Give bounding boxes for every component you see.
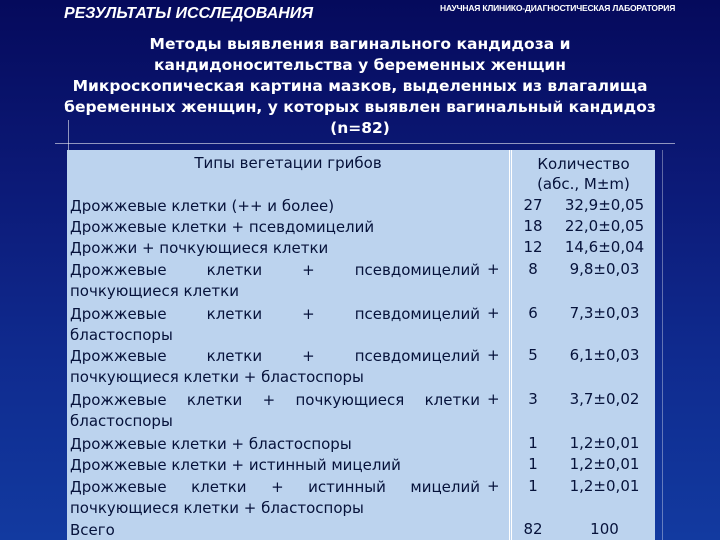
table-row-percent: 6,1±0,03 <box>569 346 640 364</box>
total-label: Всего <box>70 521 115 539</box>
table-row-count: 1 <box>528 434 538 452</box>
total-percent: 100 <box>590 520 619 538</box>
table-row-count: 27 <box>523 196 543 214</box>
table-row-percent: 14,6±0,04 <box>564 238 645 256</box>
table-row-type: Дрожжевые клетки + бластоспоры <box>70 435 352 453</box>
table-row-type-cont: почкующиеся клетки + бластоспоры <box>70 368 364 386</box>
table-row-percent: 9,8±0,03 <box>569 260 640 278</box>
subtitle-line-4: беременных женщин, у которых выявлен вагинальный кандидоз <box>64 98 656 116</box>
table-row-count: 12 <box>523 238 543 256</box>
table-row-type: Дрожжевые клетки (++ и более) <box>70 197 335 215</box>
table-row-type: Дрожжевые клетки + псевдомицелий <box>70 347 480 365</box>
header-type: Типы вегетации грибов <box>194 154 382 172</box>
table-row-count: 8 <box>528 260 538 278</box>
table-row-count: 1 <box>528 477 538 495</box>
table-row-plus: + <box>487 304 500 322</box>
table-row-plus: + <box>487 260 500 278</box>
table-row-percent: 22,0±0,05 <box>564 217 645 235</box>
table-row-type: Дрожжевые клетки + псевдомицелий <box>70 305 480 323</box>
table-row-type-cont: почкующиеся клетки <box>70 282 239 300</box>
table-row-percent: 3,7±0,02 <box>569 390 640 408</box>
subtitle-line-1: Методы выявления вагинального кандидоза и <box>149 35 571 53</box>
subtitle-line-3: Микроскопическая картина мазков, выделенных из влагалища <box>72 77 648 95</box>
header-count <box>512 154 655 194</box>
table-row-plus: + <box>487 346 500 364</box>
results-table <box>67 150 655 540</box>
table-row-type: Дрожжи + почкующиеся клетки <box>70 239 329 257</box>
total-count: 82 <box>523 520 543 538</box>
decor-line-right <box>662 150 663 540</box>
table-row-percent: 7,3±0,03 <box>569 304 640 322</box>
table-row-count: 5 <box>528 346 538 364</box>
table-row-type: Дрожжевые клетки + истинный мицелий <box>70 456 401 474</box>
subtitle-line-5: (n=82) <box>330 119 390 137</box>
header-count-line-2: (абс., M±m) <box>537 175 630 193</box>
subtitle-line-2: кандидоносительства у беременных женщин <box>154 56 566 74</box>
slide-subtitle <box>20 34 700 139</box>
table-row-percent: 1,2±0,01 <box>569 477 640 495</box>
table-row-type: Дрожжевые клетки + истинный мицелий <box>70 478 480 496</box>
table-row-count: 6 <box>528 304 538 322</box>
table-row-percent: 32,9±0,05 <box>564 196 645 214</box>
table-row-count: 18 <box>523 217 543 235</box>
header-count-line-1: Количество <box>537 155 630 173</box>
decor-line-top <box>55 143 675 144</box>
table-row-type: Дрожжевые клетки + псевдомицелий <box>70 218 375 236</box>
table-row-percent: 1,2±0,01 <box>569 434 640 452</box>
lab-name: НАУЧНАЯ КЛИНИКО-ДИАГНОСТИЧЕСКАЯ ЛАБОРАТОРИЯ <box>440 3 676 13</box>
table-row-type-cont: почкующиеся клетки + бластоспоры <box>70 499 364 517</box>
table-row-plus: + <box>487 390 500 408</box>
table-row-type-cont: бластоспоры <box>70 412 173 430</box>
table-row-percent: 1,2±0,01 <box>569 455 640 473</box>
table-row-type: Дрожжевые клетки + почкующиеся клетки <box>70 391 480 409</box>
section-title: РЕЗУЛЬТАТЫ ИССЛЕДОВАНИЯ <box>64 5 313 22</box>
table-row-type: Дрожжевые клетки + псевдомицелий <box>70 261 480 279</box>
table-row-plus: + <box>487 477 500 495</box>
table-row-count: 3 <box>528 390 538 408</box>
column-divider <box>509 150 510 540</box>
table-row-type-cont: бластоспоры <box>70 326 173 344</box>
table-row-count: 1 <box>528 455 538 473</box>
